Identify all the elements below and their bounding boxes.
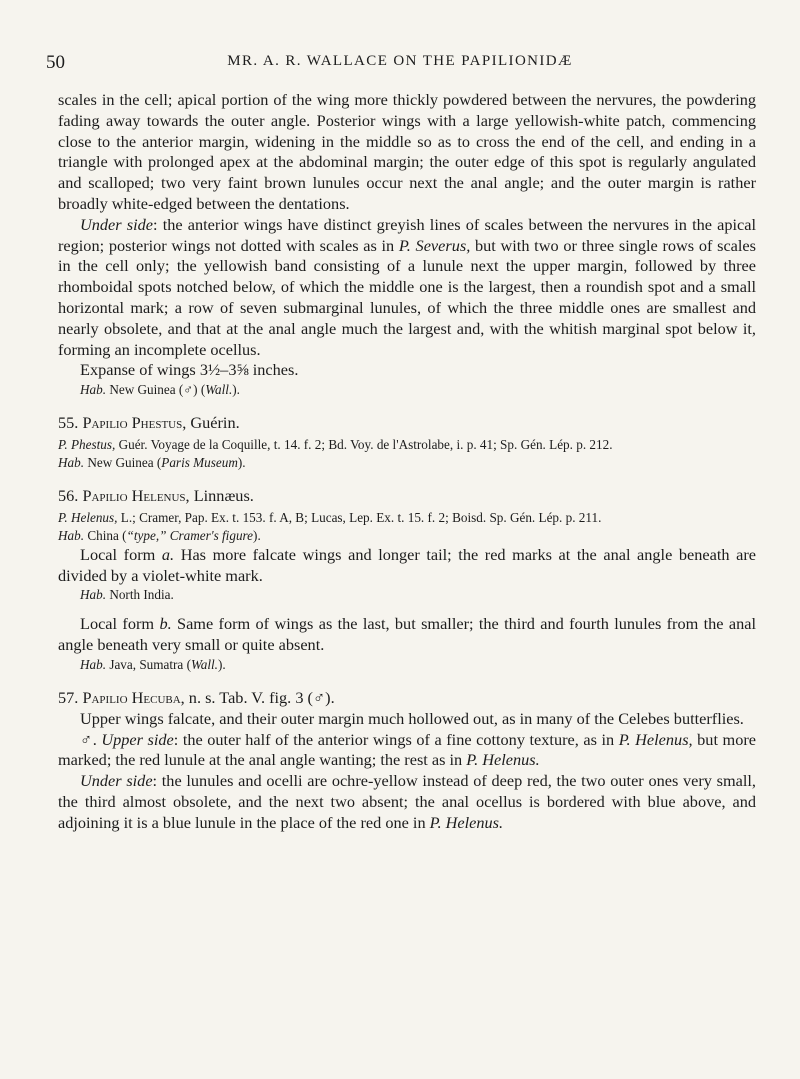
under-side-label: Under side xyxy=(80,771,153,791)
genus-name: Papilio xyxy=(82,413,128,433)
under-side-label: Under side xyxy=(80,214,154,234)
syn-name: P. Phestus, xyxy=(58,436,116,452)
syn-text: L.; Cramer, Pap. Ex. t. 153. f. A, B; Lucas, Lep. Ex. t. 15. f. 2; Boisd. Sp. Gén. Lép. p. 211. xyxy=(117,509,602,525)
author-name: Linnæus. xyxy=(189,485,254,505)
museum-ref: Paris Museum xyxy=(161,454,238,470)
male-symbol: ♂. xyxy=(80,729,97,749)
syn-text: Guér. Voyage de la Coquille, t. 14. f. 2; Bd. Voy. de l'Astrolabe, i. p. 41; Sp. Gén. Lép. p. 212. xyxy=(115,436,613,452)
upper-side-paragraph xyxy=(58,730,756,772)
hab-label: Hab. xyxy=(80,587,107,603)
species-number: 56. xyxy=(58,485,79,505)
species-ref: P. Severus, xyxy=(398,235,471,255)
text-run: Same form of wings as the last, but smaller; the third and fourth lunules from the anal angle beneath very small or quite absent. xyxy=(58,614,757,655)
author-name: Guérin. xyxy=(186,413,240,433)
text-run: China ( xyxy=(84,527,127,543)
form-letter: b. xyxy=(159,614,172,634)
habitat-56-india xyxy=(58,586,756,604)
habitat-56-java xyxy=(58,656,756,674)
text-run: : the lunules and ocelli are ochre-yellow instead of deep red, the two outer ones very small, the third almost obsolete, and the next two absent; the anal ocellus is bordered with blue above, and adjoining it is a blue lunule in the place of the red one in xyxy=(58,771,756,832)
local-form-b xyxy=(58,614,756,656)
species-heading-55 xyxy=(58,413,756,434)
hab-label: Hab. xyxy=(80,656,107,672)
type-ref: “type,” Cramer's figure xyxy=(126,527,254,543)
text-run: but more marked; the red lunule at the anal angle wanting; the rest as in xyxy=(58,729,756,770)
text-run: ). xyxy=(232,382,240,398)
form-letter: a. xyxy=(161,544,175,564)
species-57-description: Upper wings falcate, and their outer margin much hollowed out, as in many of the Celebes butterflies. xyxy=(80,708,744,728)
text-run: ). xyxy=(217,656,226,672)
text-run: New Guinea (♂) ( xyxy=(106,382,206,398)
expanse-line: Expanse of wings 3½–3⅝ inches. xyxy=(80,360,299,380)
hab-label: Hab. xyxy=(58,454,85,470)
collector-ref: Wall. xyxy=(205,382,233,398)
species-ref: P. Helenus. xyxy=(466,750,540,770)
habitat-56-china xyxy=(58,527,756,545)
under-side-paragraph xyxy=(58,215,756,361)
species-heading-57 xyxy=(58,688,756,709)
local-form-a xyxy=(58,545,756,587)
text-run: but with two or three single rows of scales in the cell only; the yellowish band consisting of a lunule next the upper margin, followed by three rhomboidal spots notched below, of which the middle one is the largest, then a roundish spot and a small horizontal mark; a row of seven submarginal lunules, of which the three middle ones are smallest and nearly obsolete, and that at the anal angle much the largest and, with the whitish marginal spot below it, forming an incomplete ocellus. xyxy=(58,235,756,359)
author-name: n. s. Tab. V. fig. 3 (♂). xyxy=(184,687,335,707)
text-run: ). xyxy=(237,454,246,470)
synonymy-56 xyxy=(58,509,756,527)
text-run: Has more falcate wings and longer tail; the red marks at the anal angle beneath are divided by a violet-white mark. xyxy=(58,544,756,585)
species-heading-56 xyxy=(58,486,756,507)
text-run: : the anterior wings have distinct greyish lines of scales between the nervures in the apical region; posterior wings not dotted with scales as in xyxy=(58,214,756,255)
genus-name: Papilio xyxy=(82,485,128,505)
synonymy-55 xyxy=(58,436,756,454)
collector-ref: Wall. xyxy=(190,656,218,672)
syn-name: P. Helenus, xyxy=(58,509,118,525)
under-side-paragraph-57 xyxy=(58,771,756,833)
habitat-line xyxy=(58,381,756,399)
text-run: Local form xyxy=(80,614,160,634)
species-name: Phestus, xyxy=(131,413,187,433)
hab-label: Hab. xyxy=(80,382,107,398)
body-text xyxy=(58,90,756,834)
upper-side-label: Upper side xyxy=(101,729,174,749)
species-number: 55. xyxy=(58,413,79,433)
habitat-55 xyxy=(58,454,756,472)
species-name: Hecuba, xyxy=(131,687,185,707)
text-run: Java, Sumatra ( xyxy=(106,656,191,672)
species-name: Helenus, xyxy=(131,485,190,505)
text-run: North India. xyxy=(106,587,174,603)
running-title: MR. A. R. WALLACE ON THE PAPILIONIDÆ xyxy=(227,53,573,69)
hab-label: Hab. xyxy=(58,527,85,543)
text-run: Local form xyxy=(80,544,162,564)
species-number: 57. xyxy=(58,687,79,707)
continued-paragraph: scales in the cell; apical portion of the wing more thickly powdered between the nervures, the powdering fading away towards the outer angle. Posterior wings with a large yellowish-white patch, commencing close to the anterior margin, widening in the middle so as to cross the end of the cell, and ending in a triangle with prolonged apex at the abdominal margin; the outer edge of this spot is regularly angulated and scalloped; two very faint brown lunules occur next the anal angle; and the outer margin is rather broadly white-edged between the dentations. xyxy=(58,90,756,213)
species-ref: P. Helenus, xyxy=(618,729,693,749)
species-ref: P. Helenus. xyxy=(429,812,504,832)
page-header xyxy=(0,52,800,76)
text-run: New Guinea ( xyxy=(84,454,162,470)
page-number: 50 xyxy=(46,52,65,73)
text-run: ). xyxy=(253,527,261,543)
text-run: : the outer half of the anterior wings of a fine cottony texture, as in xyxy=(173,729,619,749)
genus-name: Papilio xyxy=(82,687,128,707)
